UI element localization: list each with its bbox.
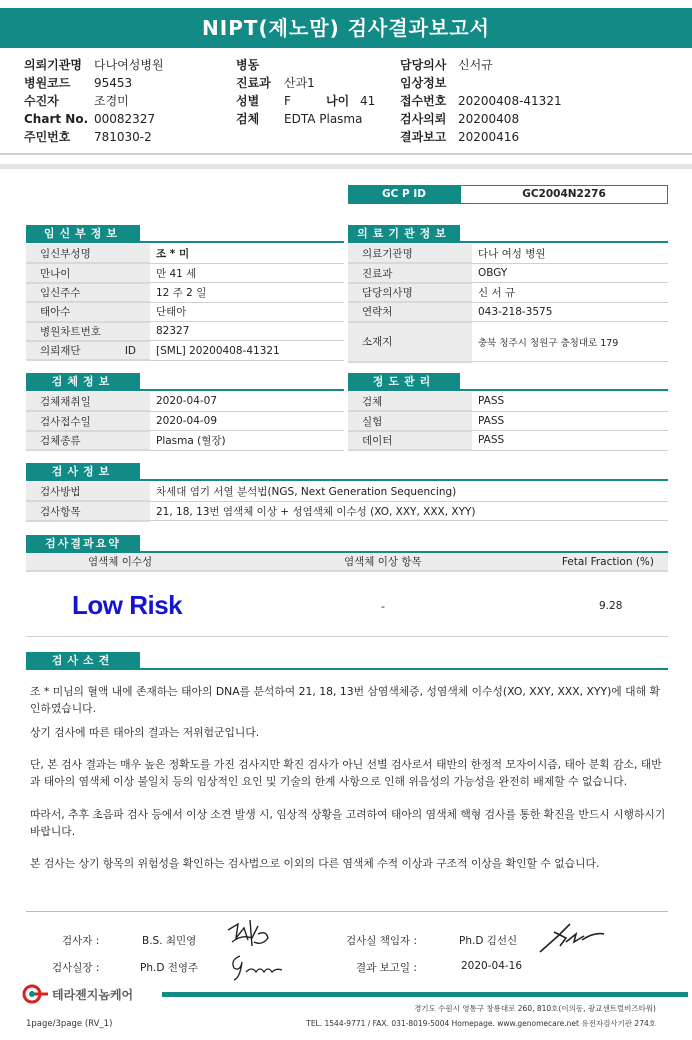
- row-value: PASS: [472, 411, 668, 430]
- institution-heading: 의료기관정보: [348, 225, 460, 242]
- findings-paragraph: 따라서, 추후 초음파 검사 등에서 이상 소견 발생 시, 임상적 상황을 고려하여 태아의 염색체 핵형 검사를 통한 확진을 반드시 시행하시기 바랍니다.: [30, 808, 666, 838]
- table-row: [26, 411, 344, 430]
- row-value: 차세대 염기 서열 분석법(NGS, Next Generation Sequencing): [150, 482, 668, 501]
- page-indicator: 1page/3page (RV_1): [26, 1019, 113, 1029]
- header-label: 병동: [236, 58, 260, 72]
- age-label: 나이: [326, 94, 350, 108]
- summary-col3-header: Fetal Fraction (%): [561, 556, 654, 568]
- header-label: Chart No.: [24, 112, 89, 126]
- header-col3: [400, 56, 660, 146]
- institution-table: [348, 244, 668, 363]
- age-value: 41: [360, 94, 376, 108]
- header-value: 00082327: [94, 112, 156, 126]
- footer-contact: TEL. 1544-9771 / FAX. 031-8019-5004 Homepage. www.genomecare.net 유전자검사기관 274호: [306, 1019, 656, 1028]
- footer-address: 경기도 수원시 영통구 창룡대로 260, 810호(이의동, 광교센트럴비즈타워): [414, 1004, 656, 1013]
- table-row: [348, 302, 668, 321]
- row-label: 담당의사명: [348, 283, 472, 302]
- header-col1: [24, 56, 224, 146]
- pregnancy-heading: 임신부정보: [26, 225, 140, 242]
- row-value: 조 * 미: [150, 244, 344, 263]
- header-value: 20200408: [458, 112, 520, 126]
- institution-heading-line: [348, 241, 668, 243]
- row-value: 다나 여성 병원: [472, 244, 668, 263]
- table-row: [26, 283, 344, 302]
- row-value: 2020-04-07: [150, 392, 344, 411]
- specimen-table: [26, 392, 344, 451]
- summary-col2-header: 염색체 이상 항목: [344, 556, 422, 568]
- summary-bottom-line: [26, 636, 668, 637]
- row-label: 임신주수: [26, 283, 150, 302]
- header-label: 결과보고: [400, 130, 447, 144]
- header-divider-shadow: [0, 164, 692, 169]
- row-label: 검사방법: [26, 482, 150, 501]
- header-label: 수진자: [24, 94, 59, 108]
- header-label: 담당의사: [400, 58, 447, 72]
- fetal-fraction-value: 9.28: [599, 600, 623, 612]
- header-value: 20200408-41321: [458, 94, 562, 108]
- row-label: 태아수: [26, 302, 150, 321]
- table-row: [26, 482, 668, 501]
- test-info-table: [26, 482, 668, 522]
- gcpid-box: [348, 185, 668, 204]
- gcpid-label: GC P ID: [348, 185, 460, 204]
- responsible-signature-icon: [536, 918, 608, 958]
- header-label: 임상정보: [400, 76, 447, 90]
- genomecare-logo-icon: [22, 984, 50, 1004]
- tester-name: B.S. 최민영: [142, 935, 197, 947]
- row-value: Plasma (혈장): [150, 431, 344, 450]
- company-name: 테라젠지놈케어: [52, 987, 134, 1002]
- tester-label: 검사자 :: [62, 935, 100, 947]
- row-value: 신 서 규: [472, 283, 668, 302]
- table-row: [26, 341, 344, 360]
- footer-bar: [162, 992, 688, 997]
- lab-head-name: Ph.D 전영주: [140, 962, 199, 974]
- row-value: 2020-04-09: [150, 411, 344, 430]
- table-row: [26, 392, 344, 411]
- row-label: 검사항목: [26, 501, 150, 520]
- header-value: F: [284, 94, 291, 108]
- row-label: 실험: [348, 411, 472, 430]
- row-label: 소재지: [348, 322, 472, 362]
- header-label: 주민번호: [24, 130, 71, 144]
- findings-heading-line: [26, 668, 668, 670]
- table-row: [26, 244, 344, 263]
- header-label: 병원코드: [24, 76, 71, 90]
- header-label: 검체: [236, 112, 260, 126]
- table-row: [348, 392, 668, 411]
- test-info-heading: 검사정보: [26, 463, 140, 480]
- header-value: EDTA Plasma: [284, 112, 363, 126]
- table-row: [348, 283, 668, 302]
- summary-col1-header: 염색체 이수성: [88, 556, 153, 568]
- gcpid-value: GC2004N2276: [460, 185, 668, 204]
- lab-head-signature-icon: [226, 950, 292, 984]
- table-row: [26, 302, 344, 321]
- report-date-label: 결과 보고일 :: [356, 962, 417, 974]
- row-value: 12 주 2 일: [150, 283, 344, 302]
- row-label: 임신부성명: [26, 244, 150, 263]
- header-divider: [0, 153, 692, 155]
- qc-heading: 정도관리: [348, 373, 460, 390]
- table-row: [26, 263, 344, 282]
- header-value: 20200416: [458, 130, 520, 144]
- abnormal-items-value: -: [381, 600, 385, 613]
- findings-paragraph: 조 * 미님의 혈액 내에 존재하는 태아의 DNA를 분석하여 21, 18, 13번 삼염색체증, 성염색체 이수성(XO, XXY, XXX, XYY)에 대해 확인하였습니다.: [30, 685, 660, 715]
- row-label: 검체채취일: [26, 392, 150, 411]
- table-row: [348, 244, 668, 263]
- findings-bottom-line: [26, 911, 668, 912]
- row-value: PASS: [472, 431, 668, 450]
- header-value: 산과1: [284, 76, 315, 90]
- header-label: 의뢰기관명: [24, 58, 82, 72]
- row-value: OBGY: [472, 263, 668, 282]
- header-label: 접수번호: [400, 94, 447, 108]
- qc-table: [348, 392, 668, 451]
- row-value: PASS: [472, 392, 668, 411]
- report-date-value: 2020-04-16: [461, 960, 523, 972]
- table-row: [348, 322, 668, 362]
- table-row: [348, 263, 668, 282]
- lab-head-label: 검사실장 :: [52, 962, 100, 974]
- row-value: 82327: [150, 322, 344, 341]
- table-row: [26, 322, 344, 341]
- row-value: 043-218-3575: [472, 302, 668, 321]
- qc-heading-line: [348, 389, 668, 391]
- row-value: 만 41 세: [150, 263, 344, 282]
- row-label: 의뢰재단 ID: [26, 341, 150, 360]
- table-row: [348, 431, 668, 450]
- row-value: 21, 18, 13번 염색체 이상 + 성염색체 이수성 (XO, XXY, XXX, XYY): [150, 501, 668, 520]
- header-label: 진료과: [236, 76, 271, 90]
- specimen-heading-line: [26, 389, 344, 391]
- header-value: 신서규: [458, 58, 493, 72]
- table-row: [26, 431, 344, 450]
- summary-header-row: [26, 553, 668, 572]
- table-row: [348, 411, 668, 430]
- row-label: 연락처: [348, 302, 472, 321]
- specimen-heading: 검체정보: [26, 373, 140, 390]
- findings-paragraph: 상기 검사에 따른 태아의 결과는 저위험군입니다.: [30, 726, 260, 739]
- row-label: 진료과: [348, 263, 472, 282]
- summary-heading: 검사결과요약: [26, 535, 140, 552]
- test-info-heading-line: [26, 479, 668, 481]
- row-value: [SML] 20200408-41321: [150, 341, 344, 360]
- low-risk-result: Low Risk: [72, 590, 183, 620]
- header-value: 다나여성병원: [94, 58, 164, 72]
- header-label: 성별: [236, 94, 260, 108]
- row-label: 검체: [348, 392, 472, 411]
- header-label: 검사의뢰: [400, 112, 447, 126]
- header-col2: [236, 56, 396, 128]
- row-label: 의료기관명: [348, 244, 472, 263]
- row-label: 만나이: [26, 263, 150, 282]
- header-value: 조경미: [94, 94, 129, 108]
- header-value: 781030-2: [94, 130, 152, 144]
- pregnancy-heading-line: [26, 241, 344, 243]
- header-value: 95453: [94, 76, 133, 90]
- row-label: 검체종류: [26, 431, 150, 450]
- pregnancy-table: [26, 244, 344, 361]
- row-label: 검사접수일: [26, 411, 150, 430]
- findings-paragraph: 본 검사는 상기 항목의 위험성을 확인하는 검사법으로 이외의 다른 염색체 수적 이상과 구조적 이상을 확인할 수 없습니다.: [30, 857, 600, 870]
- findings-heading: 검사소견: [26, 652, 140, 669]
- responsible-label: 검사실 책임자 :: [346, 935, 418, 947]
- company-logo: [22, 984, 133, 1004]
- row-label: 데이터: [348, 431, 472, 450]
- row-label: 병원차트번호: [26, 322, 150, 341]
- responsible-name: Ph.D 김선신: [459, 935, 518, 947]
- table-row: [26, 501, 668, 520]
- report-title: NIPT(제노맘) 검사결과보고서: [0, 8, 692, 48]
- row-value: 단태아: [150, 302, 344, 321]
- findings-paragraph: 단, 본 검사 결과는 매우 높은 정확도를 가진 검사지만 확진 검사가 아닌 선별 검사로서 태반의 한정적 모자이시즘, 태아 분획 감소, 태반과 태아의 염색체 이상 불일치 등의 임상적인 요인 및 기술의 한계 사항으로 인해 위음성의 가능성을 완전히 배제할 수 없습니다.: [30, 758, 662, 788]
- row-value: 충북 청주시 청원구 충청대로 179: [472, 322, 668, 362]
